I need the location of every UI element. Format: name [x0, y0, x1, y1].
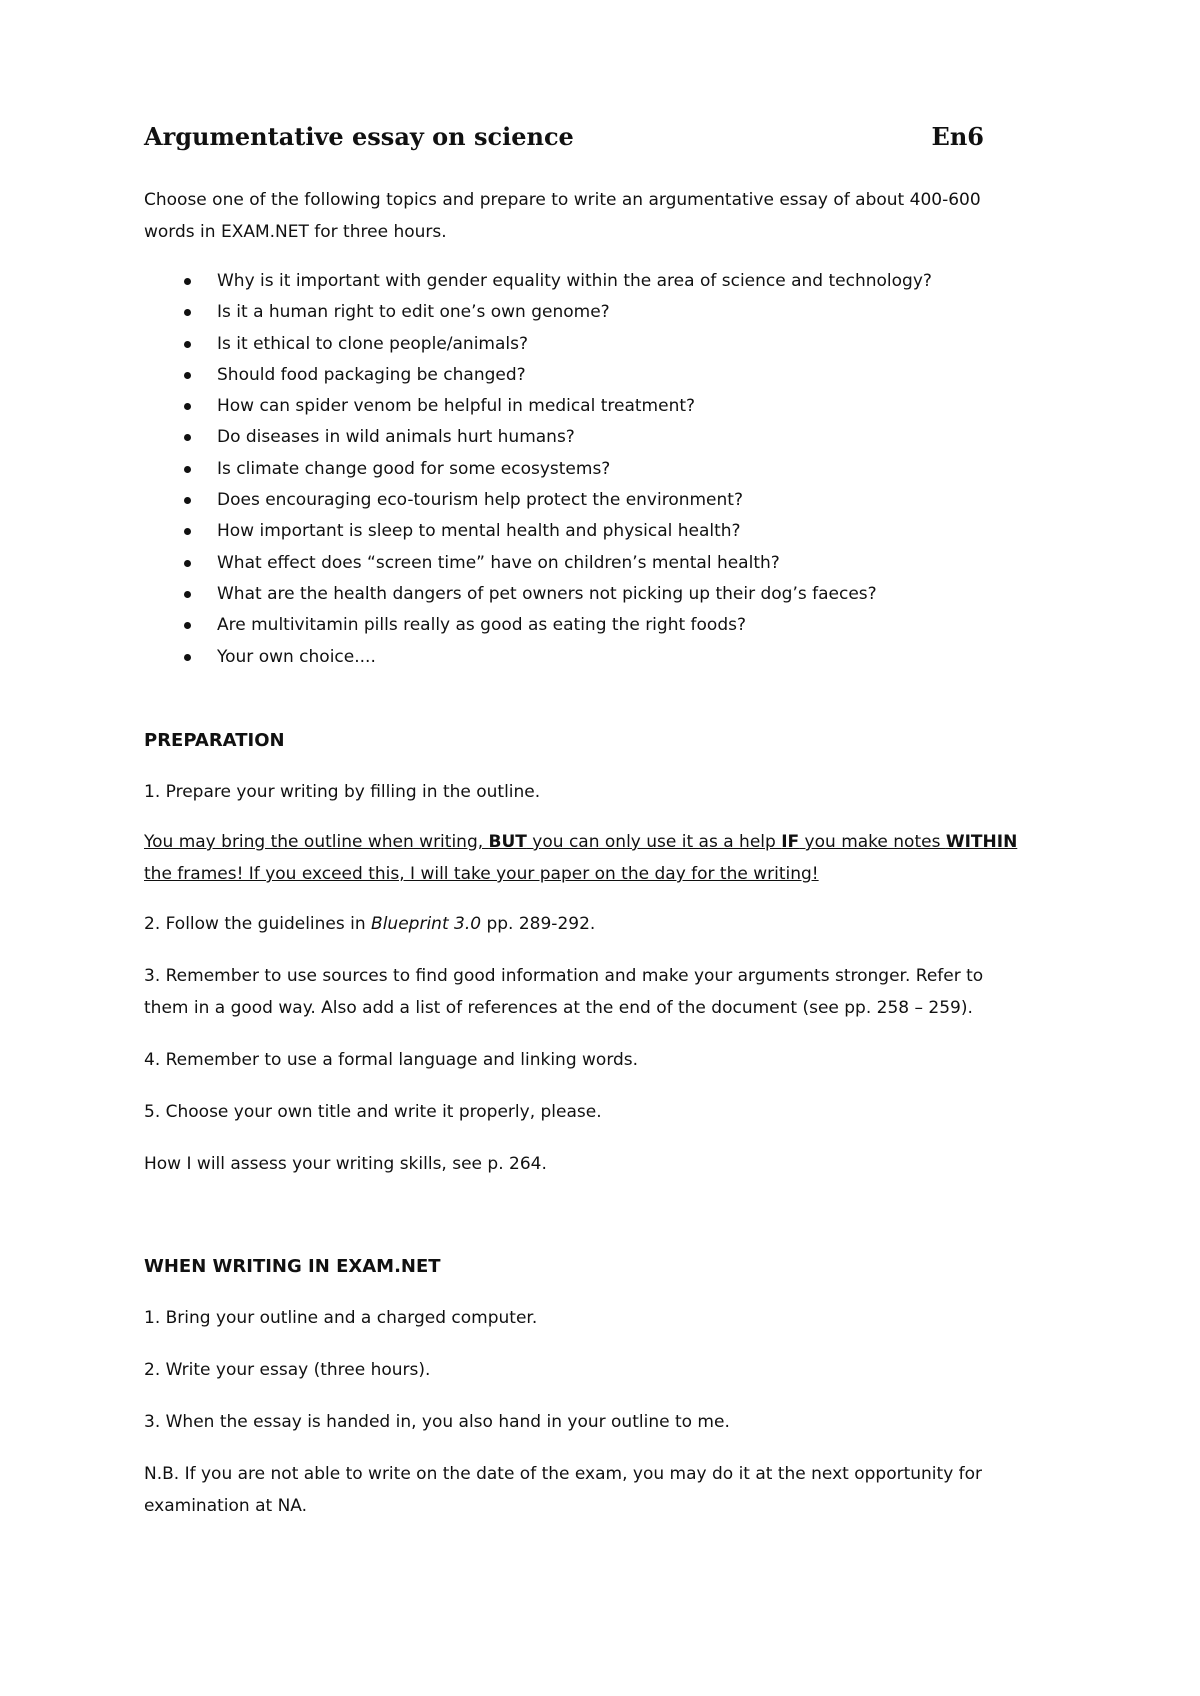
topic-text: Should food packaging be changed? [217, 364, 526, 385]
warning-text: you can only use it as a help [526, 832, 782, 852]
warning-emphasis: WITHIN [945, 832, 1018, 852]
topic-text: Are multivitamin pills really as good as eating the right foods? [217, 615, 746, 636]
topic-text: Why is it important with gender equality within the area of science and technology? [217, 271, 932, 291]
outline-warning-line-2: the frames! If you exceed this, I will take your paper on the day for the writing! [144, 864, 819, 884]
list-item [144, 329, 932, 360]
topic-text: Is it a human right to edit one’s own genome? [217, 302, 610, 323]
bullet-icon [184, 403, 191, 410]
list-item [144, 610, 932, 641]
nb-line-1: N.B. If you are not able to write on the date of the exam, you may do it at the next opportunity for [144, 1464, 983, 1484]
topic-text: How important is sleep to mental health and physical health? [217, 521, 741, 542]
list-item [144, 454, 932, 485]
topic-list [144, 266, 932, 673]
nb-line-2: examination at NA. [144, 1496, 308, 1516]
intro-line-1: Choose one of the following topics and prepare to write an argumentative essay of about 400-600 [144, 190, 981, 210]
bullet-icon [184, 654, 191, 661]
list-item [144, 642, 932, 673]
bullet-icon [184, 309, 191, 316]
preparation-step-5: 5. Choose your own title and write it properly, please. [144, 1102, 602, 1122]
list-item [144, 516, 932, 547]
list-item [144, 297, 932, 328]
list-item [144, 579, 932, 610]
assessment-note: How I will assess your writing skills, see p. 264. [144, 1154, 547, 1174]
outline-warning-line-1 [144, 826, 1064, 858]
topic-text: Your own choice.... [217, 646, 376, 667]
warning-emphasis: BUT [488, 832, 527, 852]
bullet-icon [184, 497, 191, 504]
writing-step-3: 3. When the essay is handed in, you also hand in your outline to me. [144, 1412, 730, 1432]
bullet-icon [184, 434, 191, 441]
intro-line-2: words in EXAM.NET for three hours. [144, 222, 447, 242]
preparation-step-4: 4. Remember to use a formal language and linking words. [144, 1050, 639, 1070]
step-text: pp. 289-292. [481, 914, 596, 934]
preparation-step-3-line-2: them in a good way. Also add a list of references at the end of the document (see pp. 258 – 259). [144, 998, 973, 1018]
bullet-icon [184, 528, 191, 535]
bullet-icon [184, 466, 191, 473]
topic-text: How can spider venom be helpful in medical treatment? [217, 396, 696, 417]
document-title: Argumentative essay on science [144, 122, 574, 151]
warning-text: you make notes [799, 832, 946, 852]
step-text: 2. Follow the guidelines in [144, 914, 372, 934]
preparation-step-1: 1. Prepare your writing by filling in the outline. [144, 782, 541, 802]
preparation-heading: PREPARATION [144, 730, 285, 751]
list-item [144, 266, 932, 297]
topic-text: Is it ethical to clone people/animals? [217, 333, 529, 354]
bullet-icon [184, 591, 191, 598]
topic-text: Is climate change good for some ecosystems? [217, 458, 611, 479]
preparation-step-3-line-1: 3. Remember to use sources to find good information and make your arguments stronger. Refer to [144, 966, 984, 986]
title-row [144, 122, 984, 158]
writing-step-2: 2. Write your essay (three hours). [144, 1360, 431, 1380]
list-item [144, 391, 932, 422]
bullet-icon [184, 341, 191, 348]
list-item [144, 360, 932, 391]
preparation-step-2 [144, 908, 1064, 940]
list-item [144, 485, 932, 516]
topic-text: Do diseases in wild animals hurt humans? [217, 427, 575, 448]
writing-heading: WHEN WRITING IN EXAM.NET [144, 1256, 441, 1277]
bullet-icon [184, 622, 191, 629]
list-item [144, 422, 932, 453]
topic-text: What are the health dangers of pet owners not picking up their dog’s faeces? [217, 583, 877, 604]
topic-text: What effect does “screen time” have on children’s mental health? [217, 552, 780, 573]
bullet-icon [184, 372, 191, 379]
course-code: En6 [931, 122, 984, 151]
warning-text: You may bring the outline when writing, [144, 832, 489, 852]
warning-emphasis: IF [781, 832, 800, 852]
topic-text: Does encouraging eco-tourism help protect the environment? [217, 490, 743, 511]
book-title: Blueprint 3.0 [371, 914, 482, 934]
bullet-icon [184, 560, 191, 567]
list-item [144, 548, 932, 579]
writing-step-1: 1. Bring your outline and a charged computer. [144, 1308, 538, 1328]
bullet-icon [184, 278, 191, 285]
